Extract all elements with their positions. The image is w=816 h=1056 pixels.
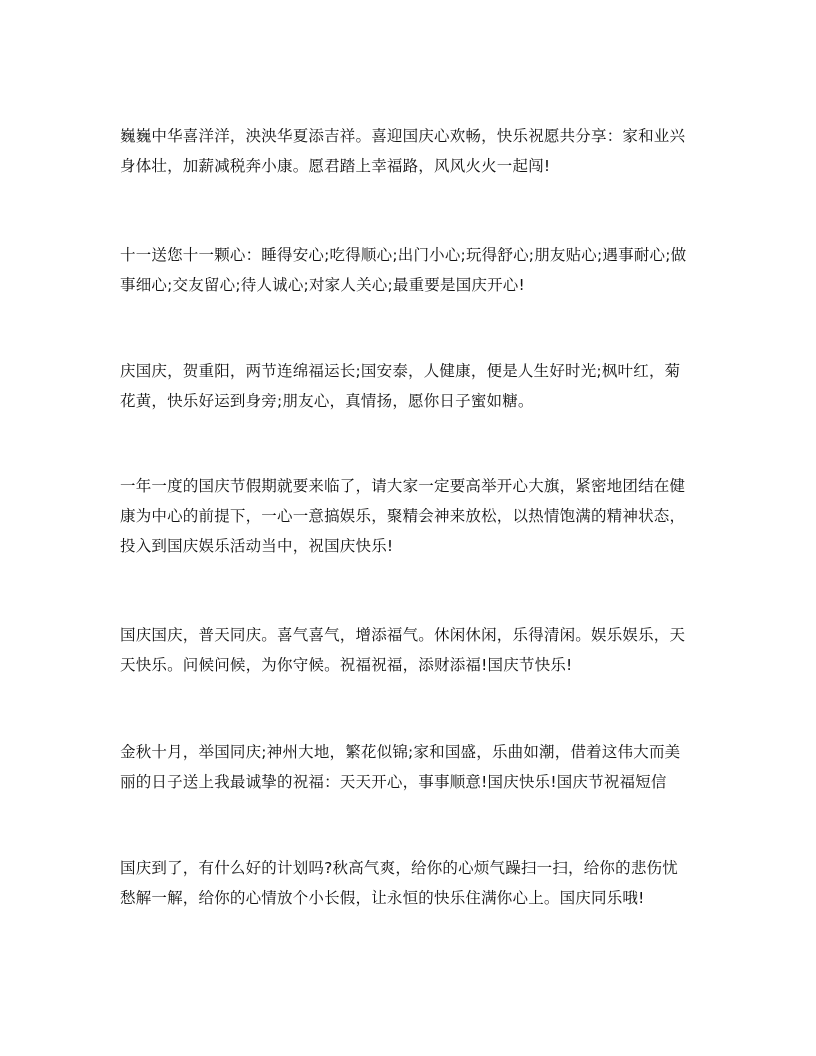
text-line: 国庆到了，有什么好的计划吗?秋高气爽，给你的心烦气躁扫一扫，给你的悲伤忧 xyxy=(120,859,678,877)
paragraph xyxy=(120,356,700,416)
text-line: 天快乐。问候问候，为你守候。祝福祝福，添财添福!国庆节快乐! xyxy=(120,656,573,674)
text-line: 身体壮，加薪减税奔小康。愿君踏上幸福路，风风火火一起闯! xyxy=(120,157,551,175)
text-line: 事细心;交友留心;待人诚心;对家人关心;最重要是国庆开心! xyxy=(120,276,525,294)
paragraph xyxy=(120,737,700,797)
text-line: 庆国庆，贺重阳，两节连绵福运长;国安泰，人健康，便是人生好时光;枫叶红，菊 xyxy=(120,362,681,380)
text-line: 康为中心的前提下，一心一意搞娱乐，聚精会神来放松，以热情饱满的精神状态， xyxy=(120,507,686,525)
text-line: 丽的日子送上我最诚挚的祝福：天天开心，事事顺意!国庆快乐!国庆节祝福短信 xyxy=(120,773,667,791)
text-line: 一年一度的国庆节假期就要来临了，请大家一定要高举开心大旗，紧密地团结在健 xyxy=(120,477,686,495)
paragraph xyxy=(120,121,700,181)
text-line: 十一送您十一颗心：睡得安心;吃得顺心;出门小心;玩得舒心;朋友贴心;遇事耐心;做 xyxy=(120,246,687,264)
text-line: 投入到国庆娱乐活动当中，祝国庆快乐! xyxy=(120,537,394,555)
text-line: 金秋十月，举国同庆;神州大地，繁花似锦;家和国盛，乐曲如潮，借着这伟大而美 xyxy=(120,743,681,761)
text-line: 国庆国庆，普天同庆。喜气喜气，增添福气。休闲休闲，乐得清闲。娱乐娱乐，天 xyxy=(120,626,686,644)
text-line: 愁解一解，给你的心情放个小长假，让永恒的快乐住满你心上。国庆同乐哦! xyxy=(120,889,645,907)
text-line: 花黄，快乐好运到身旁;朋友心，真情扬，愿你日子蜜如糖。 xyxy=(120,392,534,410)
text-line: 巍巍中华喜洋洋，泱泱华夏添吉祥。喜迎国庆心欢畅，快乐祝愿共分享：家和业兴 xyxy=(120,127,686,145)
paragraph xyxy=(120,471,700,561)
paragraph xyxy=(120,853,700,913)
paragraph xyxy=(120,620,700,680)
paragraph xyxy=(120,240,700,300)
